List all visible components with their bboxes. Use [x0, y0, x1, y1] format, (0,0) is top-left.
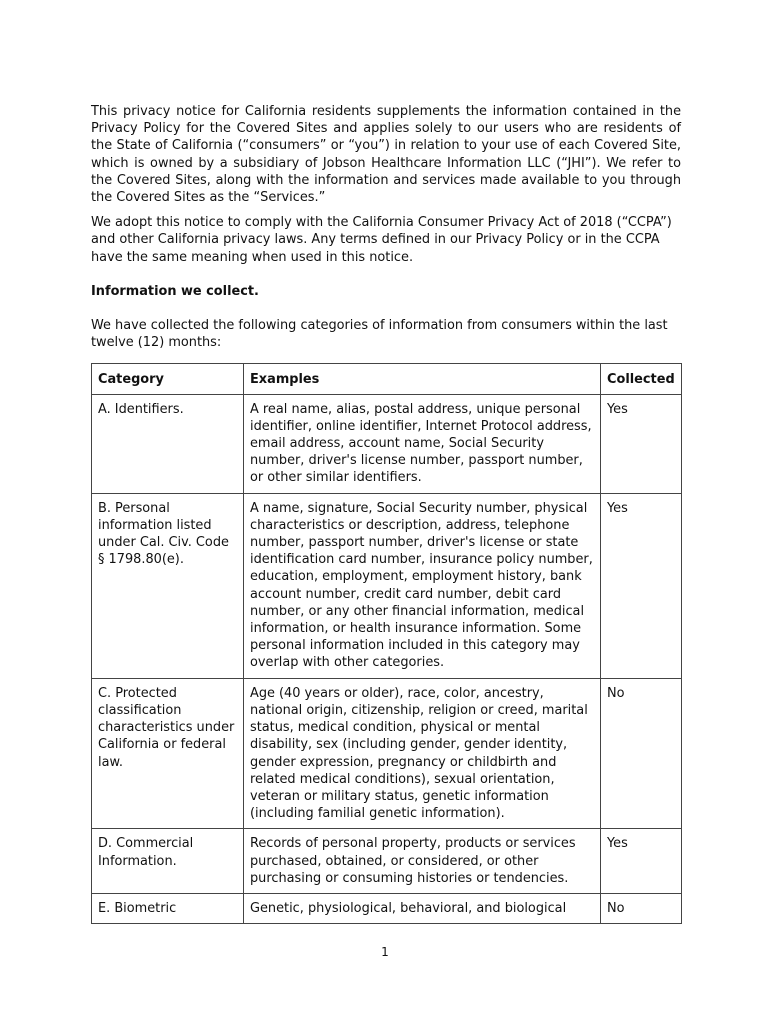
collected-paragraph: We have collected the following categories of information from consumers within the last twelve (12) months:: [91, 318, 668, 351]
section-heading: Information we collect.: [91, 283, 259, 299]
header-category: Category: [92, 364, 244, 394]
category-cell: B. Personal information listed under Cal. Civ. Code § 1798.80(e).: [92, 493, 244, 678]
table-row: [92, 394, 682, 493]
examples-cell: A name, signature, Social Security number, physical characteristics or description, address, telephone number, passport number, driver's license or state identification card number, insurance policy number, education, employment, employment history, bank account number, credit card number, debit card number, or any other financial information, medical information, or health insurance information. Some personal information included in this category may overlap with other categories.: [244, 493, 601, 678]
examples-cell: Genetic, physiological, behavioral, and biological: [244, 893, 601, 923]
category-cell: A. Identifiers.: [92, 394, 244, 493]
category-cell: E. Biometric: [92, 893, 244, 923]
table-row: [92, 829, 682, 894]
collected-cell: Yes: [601, 829, 682, 894]
information-categories-table: [91, 363, 682, 924]
intro-paragraph: This privacy notice for California residents supplements the information contained in the Privacy Policy for the Covered Sites and applies solely to our users who are residents of the State of California (“consumers” or “you”) in relation to your use of each Covered Site, which is owned by a subsidiary of Jobson Healthcare Information LLC (“JHI”). We refer to the Covered Sites, along with the information and services made available to you through the Covered Sites as the “Services.”: [91, 104, 681, 206]
examples-cell: Records of personal property, products or services purchased, obtained, or considered, or other purchasing or consuming histories or tendencies.: [244, 829, 601, 894]
category-cell: C. Protected classification characteristics under California or federal law.: [92, 678, 244, 829]
collected-cell: Yes: [601, 493, 682, 678]
table-row: [92, 493, 682, 678]
document-page: [91, 103, 681, 924]
table-row: [92, 893, 682, 923]
examples-cell: Age (40 years or older), race, color, ancestry, national origin, citizenship, religion or creed, marital status, medical condition, physical or mental disability, sex (including gender, gender identity, gender expression, pregnancy or childbirth and related medical conditions), sexual orientation, veteran or military status, genetic information (including familial genetic information).: [244, 678, 601, 829]
category-cell: D. Commercial Information.: [92, 829, 244, 894]
collected-cell: No: [601, 893, 682, 923]
collected-cell: No: [601, 678, 682, 829]
page-number: 1: [381, 945, 389, 959]
table-row: [92, 678, 682, 829]
examples-cell: A real name, alias, postal address, unique personal identifier, online identifier, Internet Protocol address, email address, account name, Social Security number, driver's license number, passport number, or other similar identifiers.: [244, 394, 601, 493]
header-examples: Examples: [244, 364, 601, 394]
table-header-row: [92, 364, 682, 394]
header-collected: Collected: [601, 364, 682, 394]
adopt-paragraph: We adopt this notice to comply with the California Consumer Privacy Act of 2018 (“CCPA”) and other California privacy laws. Any terms defined in our Privacy Policy or in the CCPA have the same meaning when used in this notice.: [91, 215, 672, 265]
collected-cell: Yes: [601, 394, 682, 493]
